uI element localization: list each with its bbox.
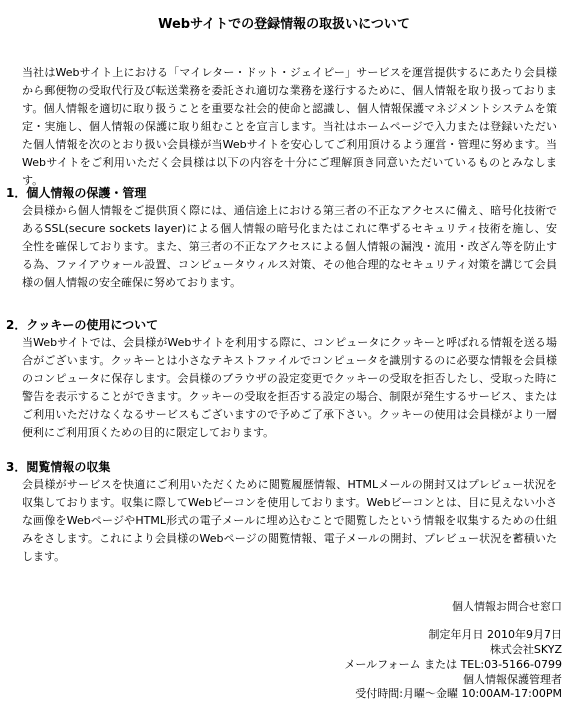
established-date: 制定年月日 2010年9月7日 (428, 628, 562, 641)
company-name: 株式会社SKYZ (489, 643, 562, 656)
section-3-body: 会員様がサービスを快適にご利用いただくために閲覧履歴情報、HTMLメールの開封又はプレビュー状況を収集しております。収集に際してWebビーコンを使用しております。Webビーコンとは、目に見えない小さな画像をWebページやHTML形式の電子メールに埋め込むことで閲覧したという情報を収集するための仕組みをさします。これにより会員様のWebページの閲覧情報、電子メールの開封、プレビュー状況を蓄積いたします。 (22, 478, 557, 563)
section-1-body: 会員様から個人情報をご提供頂く際には、通信途上における第三者の不正なアクセスに備え、暗号化技術であるSSL(secure sockets layer)による個人情報の暗号化またはこれに準ずるセキュリティ技術を施し、安全性を確保しております。また、第三者の不正なアクセスによる個人情報の漏洩・流用・改ざん等を防止する為、ファイアウォール設置、コンピュータウィルス対策、その他合理的なセキュリティ対策を講じて会員様の個人情報の安全確保に努めております。 (22, 204, 557, 289)
section-2-heading: 2．クッキーの使用について (6, 318, 159, 332)
contact-window-title: 個人情報お問合せ窓口 (452, 600, 562, 613)
section-3-heading: 3．閲覧情報の収集 (6, 460, 111, 474)
office-hours: 受付時間:月曜～金曜 10:00AM-17:00PM (355, 687, 562, 700)
contact-line: メールフォーム または TEL:03-5166-0799 (344, 658, 562, 671)
section-1-heading: 1．個人情報の保護・管理 (6, 186, 147, 200)
section-2-body: 当Webサイトでは、会員様がWebサイトを利用する際に、コンピュータにクッキーと呼ばれる情報を送る場合がございます。クッキーとは小さなテキストファイルでコンピュータを識別するのに必要な情報を会員様のコンピュータに保存します。会員様のブラウザの設定変更でクッキーの受取を拒否したし、受取った時に警告を表示することができます。クッキーの受取を拒否する設定の場合、制限が発生するサービス、またはご利用いただけなくなるサービスもございますので予めご了承下さい。クッキーの使用は会員様がより一層便利にご利用頂くための目的に限定しております。 (22, 336, 557, 439)
intro-paragraph: 当社はWebサイト上における「マイレター・ドット・ジェイピー」サービスを運営提供するにあたり会員様から郵便物の受取代行及び転送業務を委託され適切な業務を遂行するために、個人情報を取り扱っております。個人情報を適切に取り扱うことを重要な社会的使命と認識し、個人情報保護マネジメントシステムを策定・実施し、個人情報の保護に取り組むことを宣言します。当社はホームページで入力または登録いただいた個人情報を次のとおり扱い会員様が当Webサイトを安心してご利用頂けるよう運営・管理に努めます。当Webサイトをご利用いただく会員様は以下の内容を十分にご理解頂き同意いただいているものとみなします。 (22, 66, 557, 187)
privacy-manager: 個人情報保護管理者 (463, 673, 562, 686)
page-title: Webサイトでの登録情報の取扱いについて (158, 16, 410, 32)
